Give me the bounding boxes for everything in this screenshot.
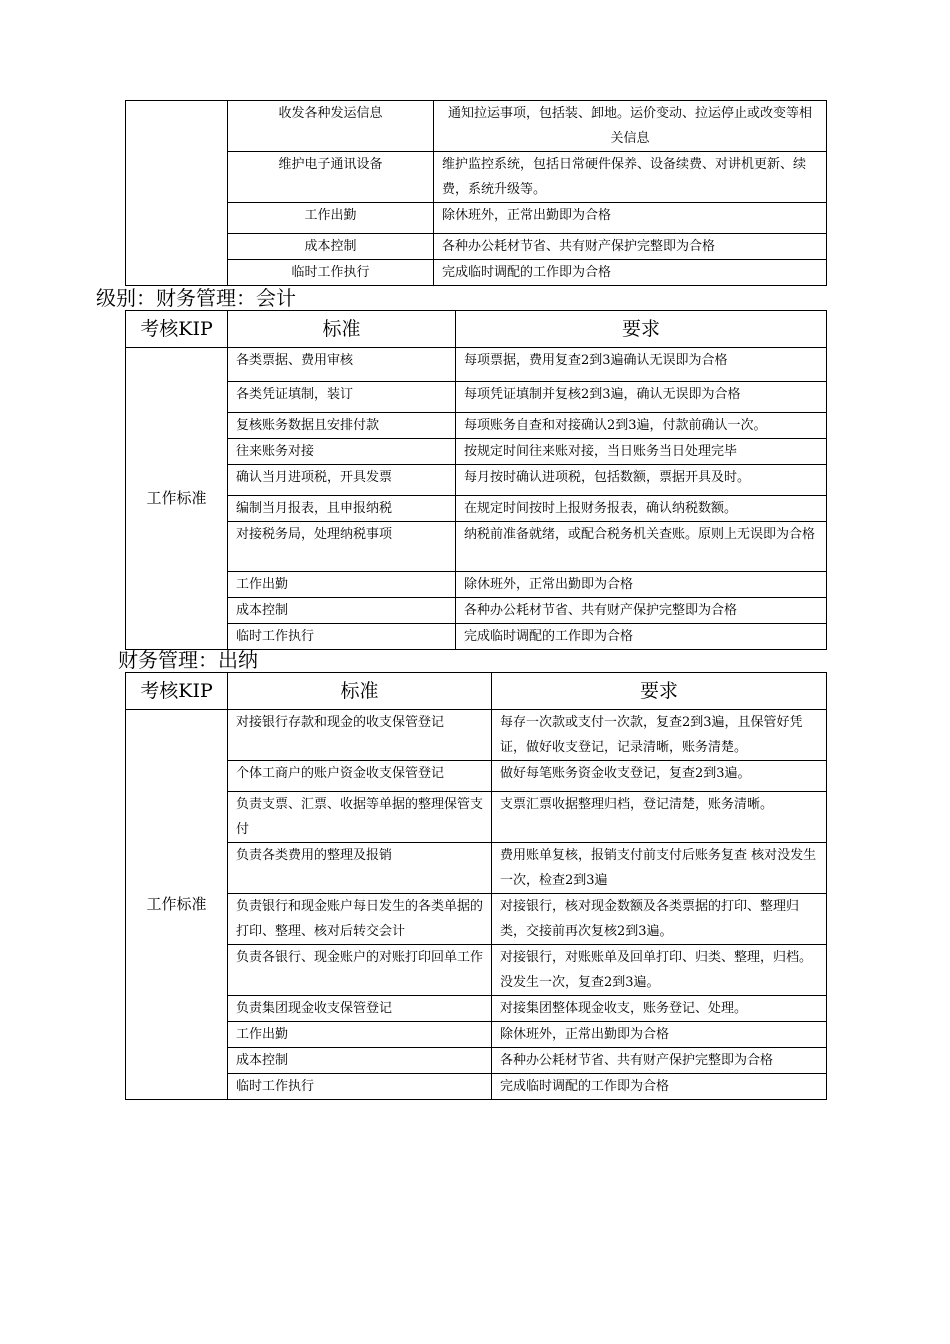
table-row [126,761,827,792]
table-row [126,465,827,496]
standard-cell: 临时工作执行 [228,260,434,286]
standard-cell: 对接税务局，处理纳税事项 [228,522,456,572]
table-row [126,234,827,260]
standard-cell: 负责各银行、现金账户的对账打印回单工作 [228,945,492,996]
category-cell: 工作标准 [126,348,228,650]
standard-cell: 复核账务数据且安排付款 [228,413,456,439]
standard-cell: 成本控制 [228,598,456,624]
table-accounting [125,310,827,650]
table-row [126,348,827,382]
table-row [126,152,827,203]
header-kip: 考核KIP [126,673,228,710]
table-row [126,843,827,894]
standard-cell: 个体工商户的账户资金收支保管登记 [228,761,492,792]
standard-cell: 负责集团现金收支保管登记 [228,996,492,1022]
requirement-cell: 每项账务自查和对接确认2到3遍，付款前确认一次。 [456,413,827,439]
header-standard: 标准 [228,311,456,348]
requirement-cell: 各种办公耗材节省、共有财产保护完整即为合格 [456,598,827,624]
standard-cell: 负责各类费用的整理及报销 [228,843,492,894]
standard-cell: 各类票据、费用审核 [228,348,456,382]
table-row [126,1048,827,1074]
requirement-cell: 纳税前准备就绪，或配合税务机关查账。原则上无误即为合格 [456,522,827,572]
requirement-cell: 每项凭证填制并复核2到3遍，确认无误即为合格 [456,382,827,413]
section-heading-cashier: 财务管理：出纳 [118,648,258,672]
table-header-row [126,673,827,710]
standard-cell: 负责支票、汇票、收据等单据的整理保管支付 [228,792,492,843]
standard-cell: 收发各种发运信息 [228,101,434,152]
table-row [126,1074,827,1100]
requirement-cell: 支票汇票收据整理归档，登记清楚，账务清晰。 [492,792,827,843]
requirement-cell: 费用账单复核，报销支付前支付后账务复查 核对没发生一次，检查2到3遍 [492,843,827,894]
requirement-cell: 完成临时调配的工作即为合格 [434,260,827,286]
requirement-cell: 对接银行，对账账单及回单打印、归类、整理，归档。没发生一次，复查2到3遍。 [492,945,827,996]
requirement-cell: 每月按时确认进项税，包括数额，票据开具及时。 [456,465,827,496]
table-row [126,624,827,650]
table-header-row [126,311,827,348]
table-row [126,710,827,761]
standard-cell: 工作出勤 [228,203,434,234]
table-cashier [125,672,827,1100]
requirement-cell: 做好每笔账务资金收支登记，复查2到3遍。 [492,761,827,792]
requirement-cell: 在规定时间按时上报财务报表，确认纳税数额。 [456,496,827,522]
requirement-cell: 各种办公耗材节省、共有财产保护完整即为合格 [434,234,827,260]
table-row [126,413,827,439]
standard-cell: 工作出勤 [228,1022,492,1048]
requirement-cell: 除休班外，正常出勤即为合格 [456,572,827,598]
requirement-cell: 各种办公耗材节省、共有财产保护完整即为合格 [492,1048,827,1074]
standard-cell: 负责银行和现金账户每日发生的各类单据的打印、整理、核对后转交会计 [228,894,492,945]
table-row [126,522,827,572]
table-row [126,894,827,945]
table-row [126,945,827,996]
header-standard: 标准 [228,673,492,710]
requirement-cell: 维护监控系统，包括日常硬件保养、设备续费、对讲机更新、续费，系统升级等。 [434,152,827,203]
standard-cell: 编制当月报表，且申报纳税 [228,496,456,522]
table-row [126,572,827,598]
standard-cell: 确认当月进项税，开具发票 [228,465,456,496]
category-cell: 工作标准 [126,710,228,1100]
standard-cell: 往来账务对接 [228,439,456,465]
standard-cell: 临时工作执行 [228,624,456,650]
header-requirement: 要求 [492,673,827,710]
requirement-cell: 除休班外，正常出勤即为合格 [492,1022,827,1048]
header-requirement: 要求 [456,311,827,348]
table-row [126,996,827,1022]
table-row [126,1022,827,1048]
table-row [126,382,827,413]
requirement-cell: 完成临时调配的工作即为合格 [492,1074,827,1100]
requirement-cell: 每项票据，费用复查2到3遍确认无误即为合格 [456,348,827,382]
table-row [126,203,827,234]
standard-cell: 对接银行存款和现金的收支保管登记 [228,710,492,761]
header-kip: 考核KIP [126,311,228,348]
standard-cell: 维护电子通讯设备 [228,152,434,203]
section-heading-accounting: 级别：财务管理：会计 [96,286,296,310]
requirement-cell: 按规定时间往来账对接，当日账务当日处理完毕 [456,439,827,465]
table-logistics-continued [125,100,827,286]
requirement-cell: 除休班外，正常出勤即为合格 [434,203,827,234]
category-cell [126,101,228,286]
standard-cell: 成本控制 [228,234,434,260]
standard-cell: 工作出勤 [228,572,456,598]
table-row [126,260,827,286]
table-row [126,792,827,843]
table-row [126,496,827,522]
requirement-cell: 完成临时调配的工作即为合格 [456,624,827,650]
requirement-cell: 对接集团整体现金收支，账务登记、处理。 [492,996,827,1022]
requirement-cell: 对接银行，核对现金数额及各类票据的打印、整理归类，交接前再次复核2到3遍。 [492,894,827,945]
table-row [126,598,827,624]
standard-cell: 各类凭证填制，装订 [228,382,456,413]
standard-cell: 临时工作执行 [228,1074,492,1100]
table-row [126,101,827,152]
requirement-cell: 通知拉运事项，包括装、卸地。运价变动、拉运停止或改变等相关信息 [434,101,827,152]
requirement-cell: 每存一次款或支付一次款，复查2到3遍，且保管好凭证，做好收支登记，记录清晰，账务清楚。 [492,710,827,761]
standard-cell: 成本控制 [228,1048,492,1074]
table-row [126,439,827,465]
